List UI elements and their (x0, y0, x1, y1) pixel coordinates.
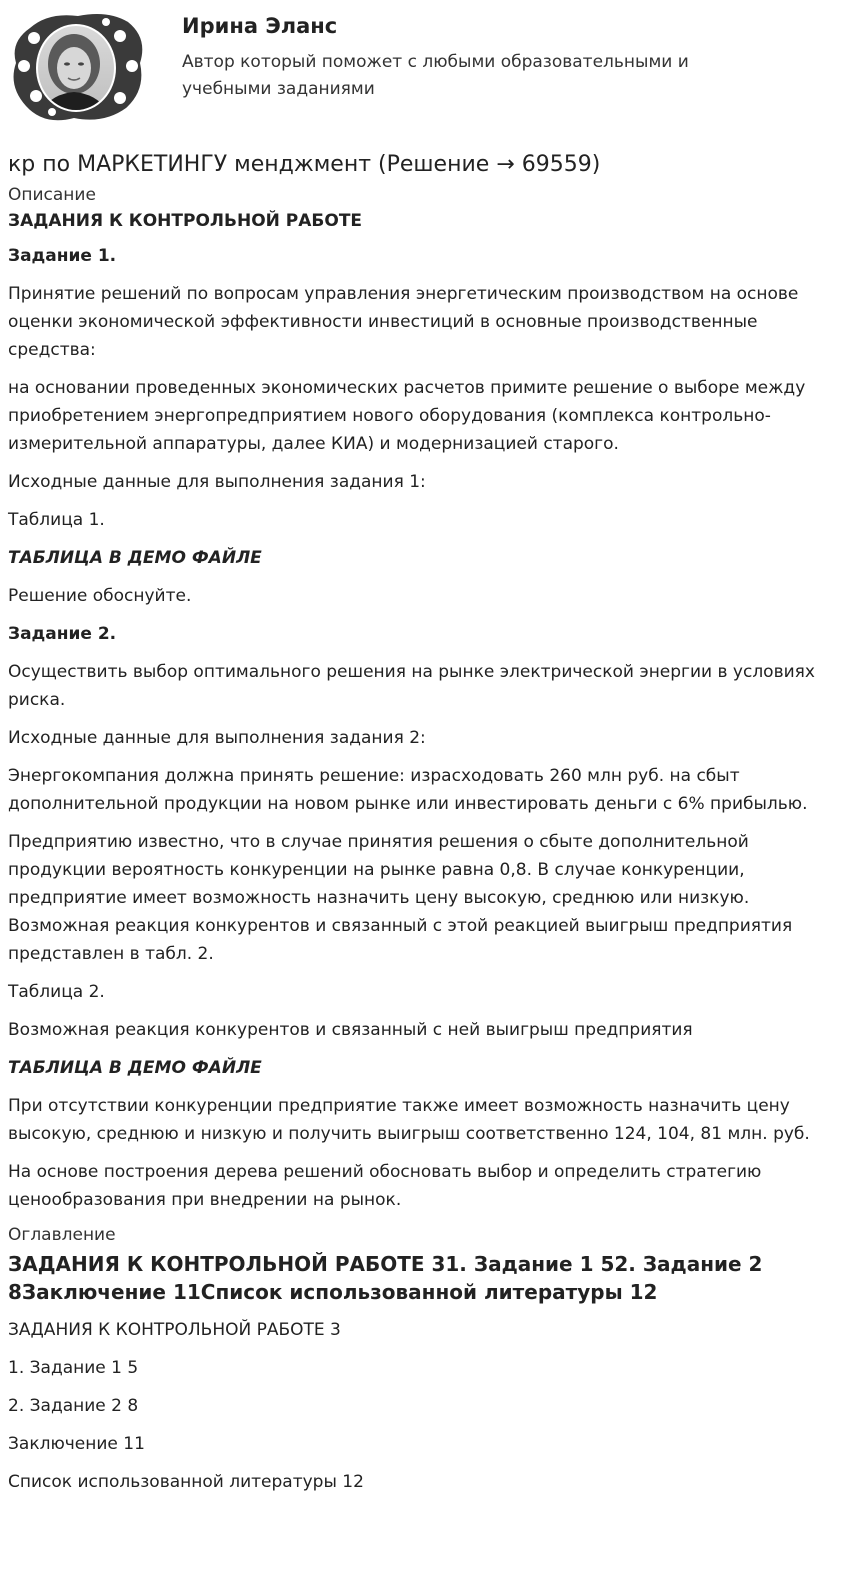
task1-title: Задание 1. (8, 246, 117, 266)
task2-paragraph-6: На основе построения дерева решений обосновать выбор и определить стратегию ценообразования при внедрении на рынок. (8, 1162, 762, 1210)
task2-table-caption: Возможная реакция конкурентов и связанный с ней выигрыш предприятия (8, 1020, 693, 1040)
task1-paragraph-3: Исходные данные для выполнения задания 1: (8, 472, 426, 492)
author-description: Автор который поможет с любыми образовательными и учебными заданиями (182, 52, 689, 99)
toc-item: ЗАДАНИЯ К КОНТРОЛЬНОЙ РАБОТЕ 3 (8, 1320, 341, 1340)
film-reel-avatar-image (8, 8, 148, 126)
toc-item: Список использованной литературы 12 (8, 1472, 364, 1492)
author-name[interactable]: Ирина Эланс (182, 14, 338, 38)
task2-table-label: Таблица 2. (8, 982, 105, 1002)
toc-item: 2. Задание 2 8 (8, 1396, 139, 1416)
toc-label: Оглавление (8, 1225, 116, 1245)
description-heading: ЗАДАНИЯ К КОНТРОЛЬНОЙ РАБОТЕ (8, 211, 363, 231)
task2-paragraph-1: Осуществить выбор оптимального решения на рынке электрической энергии в условиях риска. (8, 662, 815, 710)
task2-table-demo-note: ТАБЛИЦА В ДЕМО ФАЙЛЕ (8, 1058, 262, 1078)
task2-title: Задание 2. (8, 624, 117, 644)
task1-paragraph-2: на основании проведенных экономических расчетов примите решение о выборе между приобретением энергопредприятием нового оборудования (комплекса контрольно-измерительной аппаратуры, далее КИА) и модернизацией старого. (8, 378, 806, 454)
avatar[interactable] (8, 8, 148, 126)
task1-paragraph-1: Принятие решений по вопросам управления энергетическим производством на основе оценки экономической эффективности инвестиций в основные производственные средства: (8, 284, 799, 360)
task1-paragraph-4: Решение обоснуйте. (8, 586, 192, 606)
task1-table-label: Таблица 1. (8, 510, 105, 530)
page-title: кр по МАРКЕТИНГУ менджмент (Решение → 69559) (8, 152, 601, 177)
task2-paragraph-2: Исходные данные для выполнения задания 2: (8, 728, 426, 748)
table-of-contents (8, 1250, 839, 1496)
task2-paragraph-3: Энергокомпания должна принять решение: израсходовать 260 млн руб. на сбыт дополнительной продукции на новом рынке или инвестировать деньги с 6% прибылью. (8, 766, 808, 814)
author-card (8, 8, 839, 126)
author-info (182, 8, 782, 103)
description-label: Описание (8, 185, 96, 205)
task2-paragraph-4: Предприятию известно, что в случае принятия решения о сбыте дополнительной продукции вероятность конкуренции на рынке равна 0,8. В случае конкуренции, предприятие имеет возможность назначить цену высокую, среднюю или низкую. Возможная реакция конкурентов и связанный с этой реакцией выигрыш предприятия представлен в табл. 2. (8, 832, 793, 964)
description-body (8, 210, 839, 1214)
task1-table-demo-note: ТАБЛИЦА В ДЕМО ФАЙЛЕ (8, 548, 262, 568)
toc-heading: ЗАДАНИЯ К КОНТРОЛЬНОЙ РАБОТЕ 31. Задание 1 52. Задание 2 8Заключение 11Список использованной литературы 12 (8, 1252, 763, 1304)
task2-paragraph-5: При отсутствии конкуренции предприятие также имеет возможность назначить цену высокую, среднюю и низкую и получить выигрыш соответственно 124, 104, 81 млн. руб. (8, 1096, 810, 1144)
toc-item: Заключение 11 (8, 1434, 145, 1454)
toc-item: 1. Задание 1 5 (8, 1358, 139, 1378)
